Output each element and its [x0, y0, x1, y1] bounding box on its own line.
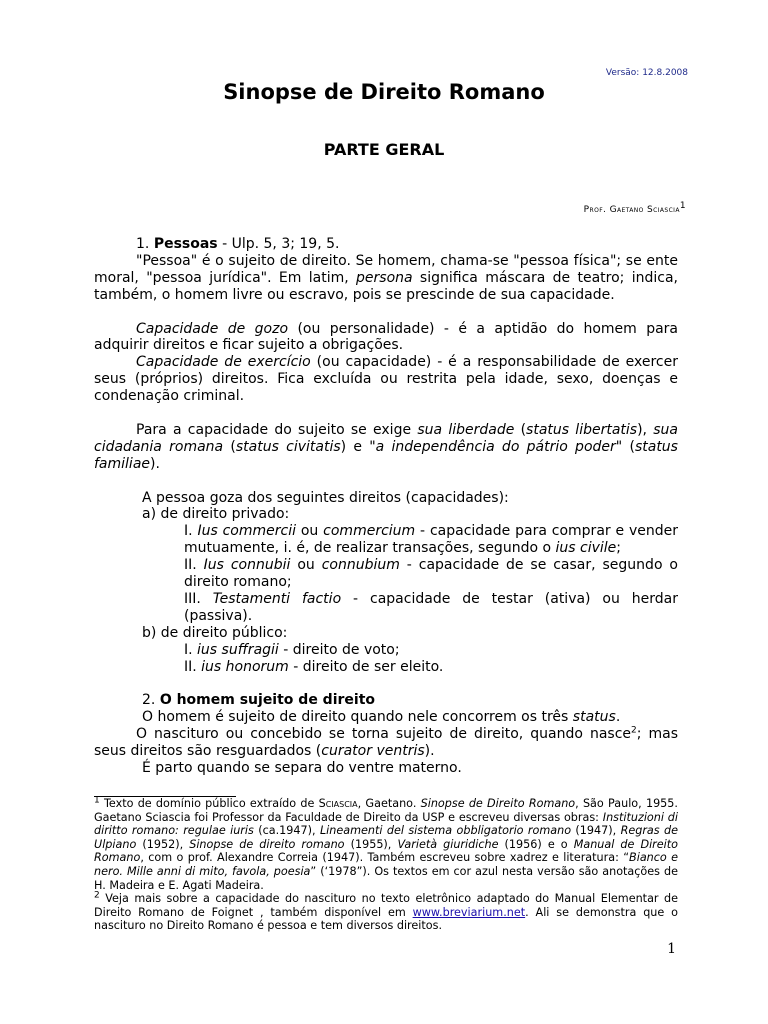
- public-rights-list: [94, 642, 678, 676]
- list-item: III. Testamenti factio - capacidade de testar (ativa) ou herdar (passiva).: [184, 590, 679, 624]
- paragraph-parto: É parto quando se separa do ventre materno.: [142, 760, 462, 777]
- private-rights-list: [94, 523, 678, 624]
- section-2-title: O homem sujeito de direito: [159, 692, 376, 709]
- document-title: Sinopse de Direito Romano: [223, 80, 545, 104]
- section-1-heading: 1. Pessoas - Ulp. 5, 3; 19, 5.: [136, 236, 340, 252]
- list-heading-private: a) de direito privado:: [142, 506, 290, 523]
- list-heading-public: b) de direito público:: [142, 624, 288, 641]
- paragraph-status-three: O homem é sujeito de direito quando nele concorrem os três status.: [142, 709, 621, 726]
- rights-intro: A pessoa goza dos seguintes direitos (capacidades):: [142, 489, 509, 506]
- footnote-ref-1: 1: [679, 201, 686, 211]
- list-item: II. ius honorum - direito de ser eleito.: [184, 658, 444, 675]
- list-item: II. Ius connubii ou connubium - capacidade de se casar, segundo o direito romano;: [184, 557, 678, 591]
- page-number: 1: [667, 941, 676, 957]
- section-2-heading: 2. O homem sujeito de direito: [142, 692, 376, 709]
- breviarium-link[interactable]: www.breviarium.net: [412, 905, 526, 919]
- author-name: Prof. Gaetano Sciascia: [583, 205, 680, 215]
- part-heading: PARTE GERAL: [323, 140, 445, 159]
- list-item: I. Ius commercii ou commercium - capacidade para comprar e vender mutuamente, i. é, de realizar transações, segundo o ius civile;: [184, 523, 679, 557]
- document-body: [94, 236, 678, 777]
- footnote-2: $^2$ Veja mais sobre a capacidade do nascituro no texto eletrônico adaptado do Manual Elementar de Direito Romano de Foignet , também disponível em www.breviarium.net. Ali se demonstra que o nascituro no Direito Romano é pessoa e tem diversos direitos.: [94, 890, 678, 933]
- paragraph-pessoa: "Pessoa" é o sujeito de direito. Se homem, chama-se "pessoa física"; se ente moral, "pessoa jurídica". Em latim, persona significa máscara de teatro; indica, também, o homem livre ou escravo, pois se prescinde de sua capacidade.: [94, 252, 678, 303]
- paragraph-nascituro: O nascituro ou concebido se torna sujeito de direito, quando nasce$^2$; mas seus direitos são resguardados (curator ventris).: [94, 725, 678, 760]
- version-label: Versão: 12.8.2008: [605, 68, 688, 78]
- footnotes: [94, 797, 678, 933]
- paragraph-capacidade-gozo: Capacidade de gozo (ou personalidade) - é a aptidão do homem para adquirir direitos e ficar sujeito a obrigações.: [94, 320, 679, 354]
- author-line: [583, 201, 686, 215]
- list-item: I. ius suffragii - direito de voto;: [184, 641, 400, 658]
- footnote-ref-2: 2: [631, 725, 637, 736]
- section-1-title: Pessoas: [153, 236, 218, 252]
- paragraph-status: Para a capacidade do sujeito se exige sua liberdade (status libertatis), sua cidadania romana (status civitatis) e "a independência do pátrio poder" (status familiae).: [94, 421, 678, 472]
- paragraph-capacidade-exercicio: Capacidade de exercício (ou capacidade) - é a responsabilidade de exercer seus (próprios) direitos. Fica excluída ou restrita pela idade, sexo, doenças e condenação criminal.: [94, 354, 679, 405]
- footnote-1: $^1$ Texto de domínio público extraído de Sciascia, Gaetano. Sinopse de Direito Romano, São Paulo, 1955. Gaetano Sciascia foi Professor da Faculdade de Direito da USP e escreveu diversas obras: Instituzioni di diritto romano: regulae iuris (ca.1947), Lineamenti del sistema obbligatorio romano (1947), Regras de Ulpiano (1952), Sinopse de direito romano (1955), Varietà giuridiche (1956) e o Manual de Direito Romano, com o prof. Alexandre Correia (1947). Também escreveu sobre xadrez e literatura: “Bianco e nero. Mille anni di mito, favola, poesia” (‘1978”). Os textos em cor azul nesta versão são anotações de H. Madeira e E. Agati Madeira.: [94, 795, 679, 892]
